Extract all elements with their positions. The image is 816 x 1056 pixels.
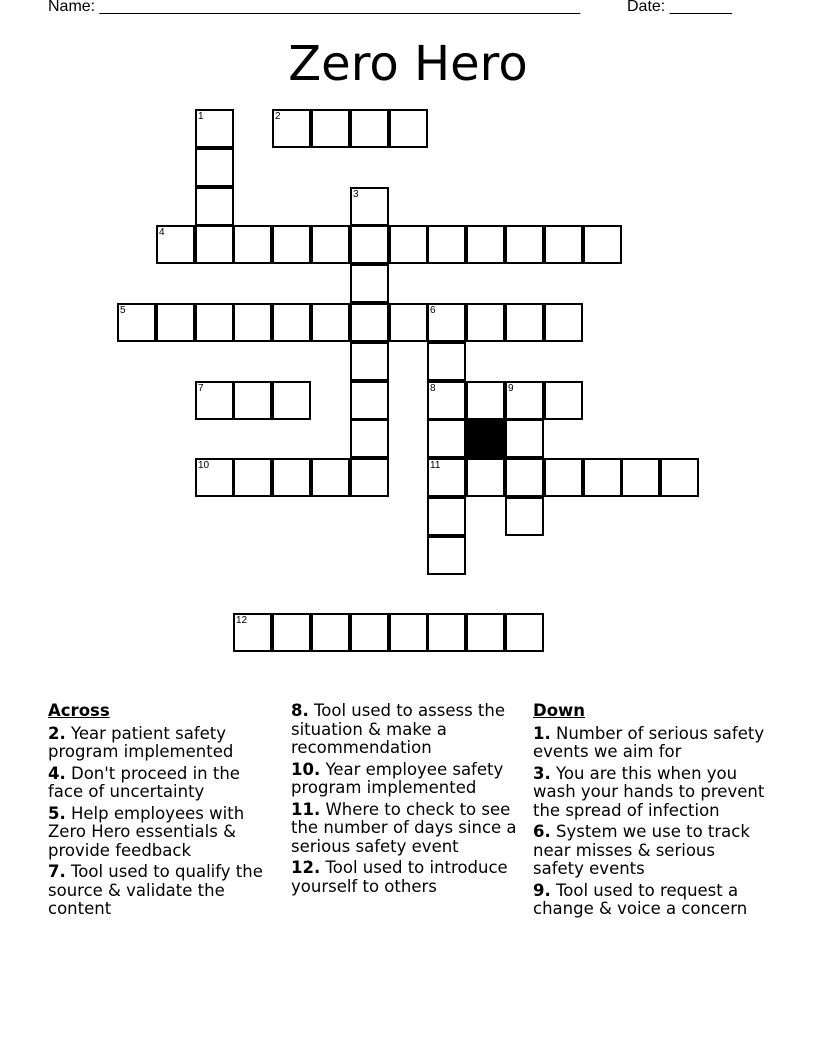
puzzle-title: Zero Hero <box>288 36 528 92</box>
grid-cell[interactable] <box>311 613 350 652</box>
clue-item-number: 5. <box>48 803 66 823</box>
grid-cell[interactable] <box>427 497 466 536</box>
grid-cell[interactable] <box>621 458 660 497</box>
blocked-cell <box>466 419 505 458</box>
grid-cell[interactable] <box>233 225 272 264</box>
grid-cell[interactable] <box>350 381 389 420</box>
grid-cell[interactable] <box>350 109 389 148</box>
grid-cell[interactable] <box>350 225 389 264</box>
grid-cell[interactable] <box>233 613 272 652</box>
grid-cell[interactable] <box>350 419 389 458</box>
grid-cell[interactable] <box>195 381 234 420</box>
grid-cell[interactable] <box>466 458 505 497</box>
grid-cell[interactable] <box>311 109 350 148</box>
grid-cell[interactable] <box>389 613 428 652</box>
grid-cell[interactable] <box>427 419 466 458</box>
grid-cell[interactable] <box>583 458 622 497</box>
clue-item <box>48 725 280 762</box>
grid-cell[interactable] <box>505 458 544 497</box>
grid-cell[interactable] <box>350 303 389 342</box>
grid-cell[interactable] <box>427 303 466 342</box>
clue-item-text: Tool used to introduce yourself to others <box>291 858 508 896</box>
clue-item <box>533 882 765 919</box>
clue-item-number: 11. <box>291 799 321 819</box>
grid-cell[interactable] <box>350 187 389 226</box>
grid-cell[interactable] <box>466 613 505 652</box>
grid-cell[interactable] <box>505 419 544 458</box>
clue-item-number: 7. <box>48 862 66 881</box>
clue-item-text: Don't proceed in the face of uncertainty <box>48 763 240 801</box>
grid-cell[interactable] <box>195 458 234 497</box>
grid-cell[interactable] <box>427 225 466 264</box>
date-field-label: Date: _______ <box>627 0 732 15</box>
clues-column-1 <box>48 702 280 922</box>
grid-cell[interactable] <box>272 225 311 264</box>
grid-cell[interactable] <box>350 264 389 303</box>
clue-item-text: Year employee safety program implemented <box>291 759 504 797</box>
clue-item <box>291 801 523 857</box>
grid-cell[interactable] <box>544 303 583 342</box>
grid-cell[interactable] <box>311 303 350 342</box>
clue-number-9: 9 <box>508 383 514 394</box>
clue-item <box>48 863 280 919</box>
clue-item-number: 1. <box>533 723 551 743</box>
clue-item <box>48 765 280 802</box>
clue-item-text: Tool used to assess the situation & make a recommendation <box>291 701 505 757</box>
clue-item <box>291 859 523 896</box>
grid-cell[interactable] <box>427 342 466 381</box>
clue-number-5: 5 <box>120 305 126 316</box>
clue-number-6: 6 <box>430 305 436 316</box>
clue-number-12: 12 <box>236 615 248 626</box>
grid-cell[interactable] <box>156 225 195 264</box>
grid-cell[interactable] <box>505 303 544 342</box>
clue-item-text: System we use to track near misses & serious safety events <box>533 822 750 878</box>
across-heading: Across <box>48 701 110 720</box>
grid-cell[interactable] <box>272 381 311 420</box>
grid-cell[interactable] <box>427 458 466 497</box>
grid-cell[interactable] <box>233 458 272 497</box>
clue-item <box>291 761 523 798</box>
grid-cell[interactable] <box>117 303 156 342</box>
clue-number-3: 3 <box>353 189 359 200</box>
name-field-label: Name: ______________________________________________________ <box>48 0 581 15</box>
grid-cell[interactable] <box>544 225 583 264</box>
clues-column-3 <box>533 702 765 922</box>
clue-item <box>533 765 765 821</box>
clue-item-number: 8. <box>291 701 309 720</box>
grid-cell[interactable] <box>195 109 234 148</box>
grid-cell[interactable] <box>350 342 389 381</box>
grid-cell[interactable] <box>505 497 544 536</box>
grid-cell[interactable] <box>350 613 389 652</box>
grid-cell[interactable] <box>272 303 311 342</box>
grid-cell[interactable] <box>466 225 505 264</box>
clue-item-text: Help employees with Zero Hero essentials & provide feedback <box>48 803 245 860</box>
grid-cell[interactable] <box>427 381 466 420</box>
grid-cell[interactable] <box>195 187 234 226</box>
grid-cell[interactable] <box>505 613 544 652</box>
grid-cell[interactable] <box>272 458 311 497</box>
grid-cell[interactable] <box>156 303 195 342</box>
grid-cell[interactable] <box>195 225 234 264</box>
grid-cell[interactable] <box>311 458 350 497</box>
clue-item-text: Tool used to request a change & voice a concern <box>533 880 748 918</box>
clue-item-text: Year patient safety program implemented <box>48 723 234 761</box>
grid-cell[interactable] <box>466 303 505 342</box>
grid-cell[interactable] <box>233 381 272 420</box>
grid-cell[interactable] <box>389 303 428 342</box>
clue-item <box>291 702 523 758</box>
grid-cell[interactable] <box>195 303 234 342</box>
clue-item-number: 12. <box>291 858 321 877</box>
grid-cell[interactable] <box>389 225 428 264</box>
clue-item-text: Number of serious safety events we aim for <box>533 723 765 761</box>
clue-item-number: 4. <box>48 763 66 783</box>
clue-number-7: 7 <box>198 383 204 394</box>
clue-item <box>533 823 765 879</box>
clue-item-text: You are this when you wash your hands to prevent the spread of infection <box>533 763 765 820</box>
grid-cell[interactable] <box>660 458 699 497</box>
clue-item-text: Where to check to see the number of days since a serious safety event <box>291 799 517 856</box>
grid-cell[interactable] <box>272 109 311 148</box>
clue-item-number: 3. <box>533 763 551 783</box>
grid-cell[interactable] <box>311 225 350 264</box>
grid-cell[interactable] <box>544 458 583 497</box>
grid-cell[interactable] <box>505 225 544 264</box>
grid-cell[interactable] <box>389 109 428 148</box>
grid-cell[interactable] <box>427 613 466 652</box>
down-heading: Down <box>533 701 586 720</box>
clue-item-number: 10. <box>291 759 321 779</box>
clue-number-4: 4 <box>159 227 165 238</box>
grid-cell[interactable] <box>583 225 622 264</box>
clue-item-number: 6. <box>533 822 551 841</box>
clue-number-1: 1 <box>198 111 204 122</box>
grid-cell[interactable] <box>272 613 311 652</box>
clue-item-number: 2. <box>48 723 66 743</box>
clue-item <box>48 805 280 861</box>
clue-item-text: Tool used to qualify the source & validate the content <box>48 862 263 918</box>
clue-item-number: 9. <box>533 880 551 900</box>
grid-cell[interactable] <box>466 381 505 420</box>
clue-number-8: 8 <box>430 383 436 394</box>
grid-cell[interactable] <box>233 303 272 342</box>
clue-number-2: 2 <box>275 111 281 122</box>
clue-number-11: 11 <box>430 460 441 471</box>
grid-cell[interactable] <box>544 381 583 420</box>
clue-number-10: 10 <box>198 460 210 471</box>
clues-column-2 <box>291 702 523 899</box>
grid-cell[interactable] <box>505 381 544 420</box>
grid-cell[interactable] <box>350 458 389 497</box>
clue-item <box>533 725 765 762</box>
grid-cell[interactable] <box>195 148 234 187</box>
grid-cell[interactable] <box>427 536 466 575</box>
